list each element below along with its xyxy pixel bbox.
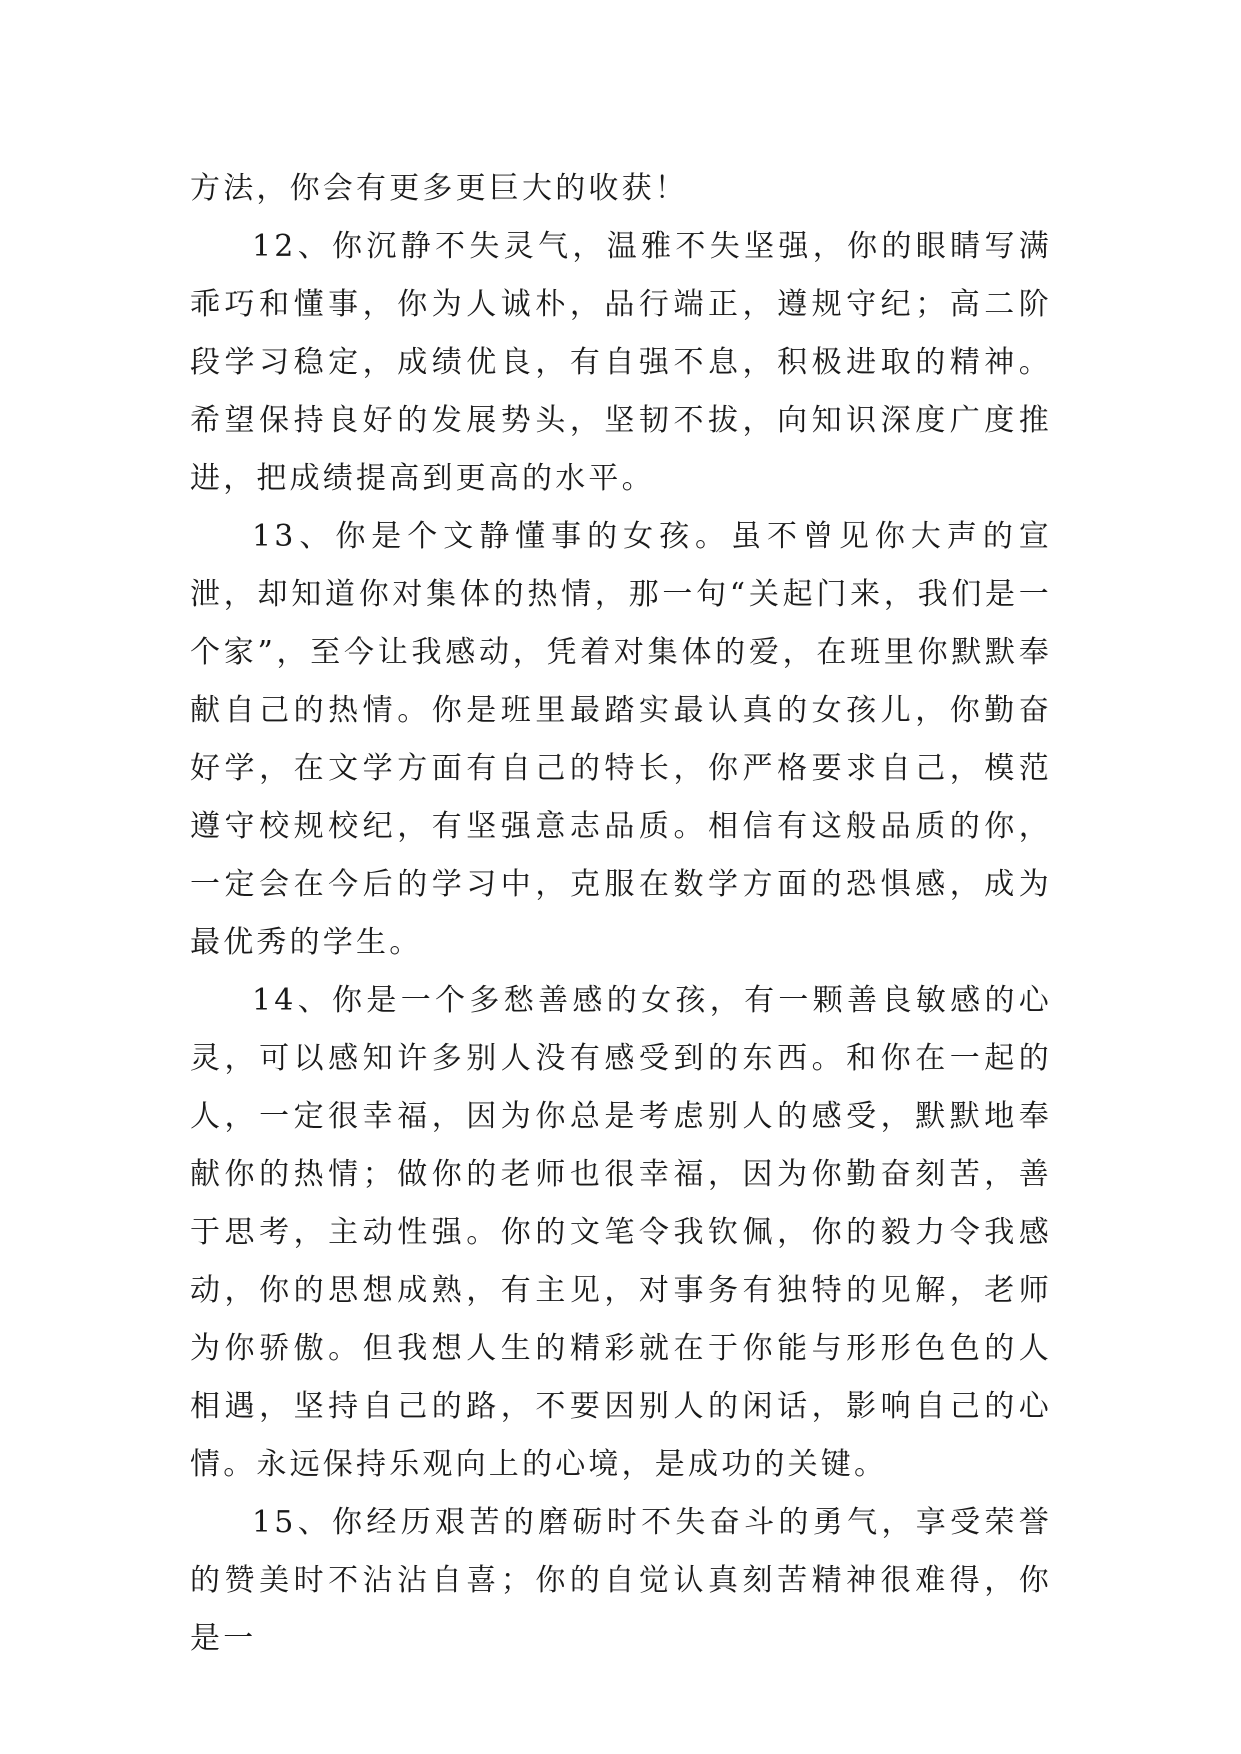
document-body	[190, 160, 1052, 1668]
paragraph-continued: 方法，你会有更多更巨大的收获！	[190, 171, 688, 206]
paragraph-13: 13、你是个文静懂事的女孩。虽不曾见你大声的宣泄，却知道你对集体的热情，那一句“关起门来，我们是一个家”，至今让我感动，凭着对集体的爱，在班里你默默奉献自己的热情。你是班里最踏实最认真的女孩儿，你勤奋好学，在文学方面有自己的特长，你严格要求自己，模范遵守校规校纪，有坚强意志品质。相信有这般品质的你，一定会在今后的学习中，克服在数学方面的恐惧感，成为最优秀的学生。	[190, 519, 1052, 960]
paragraph-12: 12、你沉静不失灵气，温雅不失坚强，你的眼睛写满乖巧和懂事，你为人诚朴，品行端正，遵规守纪；高二阶段学习稳定，成绩优良，有自强不息，积极进取的精神。希望保持良好的发展势头，坚韧不拔，向知识深度广度推进，把成绩提高到更高的水平。	[190, 229, 1052, 496]
paragraph-14: 14、你是一个多愁善感的女孩，有一颗善良敏感的心灵，可以感知许多别人没有感受到的东西。和你在一起的人，一定很幸福，因为你总是考虑别人的感受，默默地奉献你的热情；做你的老师也很幸福，因为你勤奋刻苦，善于思考，主动性强。你的文笔令我钦佩，你的毅力令我感动，你的思想成熟，有主见，对事务有独特的见解，老师为你骄傲。但我想人生的精彩就在于你能与形形色色的人相遇，坚持自己的路，不要因别人的闲话，影响自己的心情。永远保持乐观向上的心境，是成功的关键。	[190, 983, 1052, 1482]
paragraph-15: 15、你经历艰苦的磨砺时不失奋斗的勇气，享受荣誉的赞美时不沾沾自喜；你的自觉认真刻苦精神很难得，你是一	[190, 1505, 1052, 1656]
